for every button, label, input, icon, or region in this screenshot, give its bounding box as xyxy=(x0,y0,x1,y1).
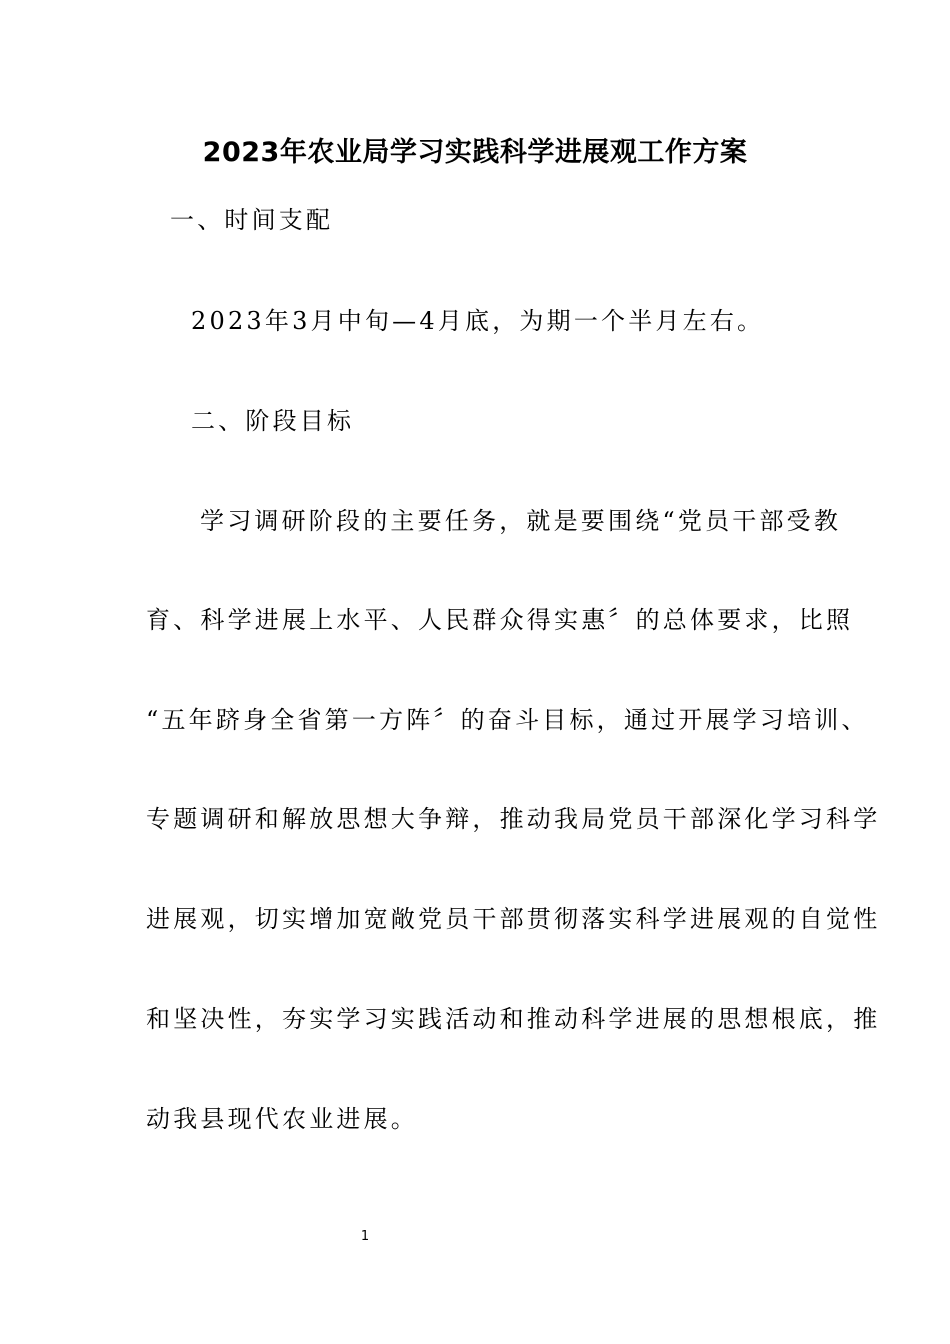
goal-paragraph-line: 和坚决性，夯实学习实践活动和推动科学进展的思想根底，推 xyxy=(146,1005,881,1033)
time-paragraph: 2023年3月中旬—4月底，为期一个半月左右。 xyxy=(191,307,765,335)
goal-paragraph-line: 动我县现代农业进展。 xyxy=(146,1105,418,1133)
section-heading-goal: 二、阶段目标 xyxy=(191,407,355,435)
goal-paragraph-line: “五年跻身全省第一方阵〞的奋斗目标，通过开展学习培训、 xyxy=(146,706,869,734)
goal-paragraph-line: 进展观，切实增加宽敞党员干部贯彻落实科学进展观的自觉性 xyxy=(146,905,881,933)
goal-paragraph-line: 育、科学进展上水平、人民群众得实惠〞的总体要求，比照 xyxy=(146,606,854,634)
document-title: 2023年农业局学习实践科学进展观工作方案 xyxy=(202,137,748,168)
page-number: 1 xyxy=(360,1229,370,1244)
goal-paragraph-line: 学习调研阶段的主要任务，就是要围绕“党员干部受教 xyxy=(200,507,842,535)
section-heading-time: 一、时间支配 xyxy=(170,206,334,234)
goal-paragraph-line: 专题调研和解放思想大争辩，推动我局党员干部深化学习科学 xyxy=(146,805,881,833)
